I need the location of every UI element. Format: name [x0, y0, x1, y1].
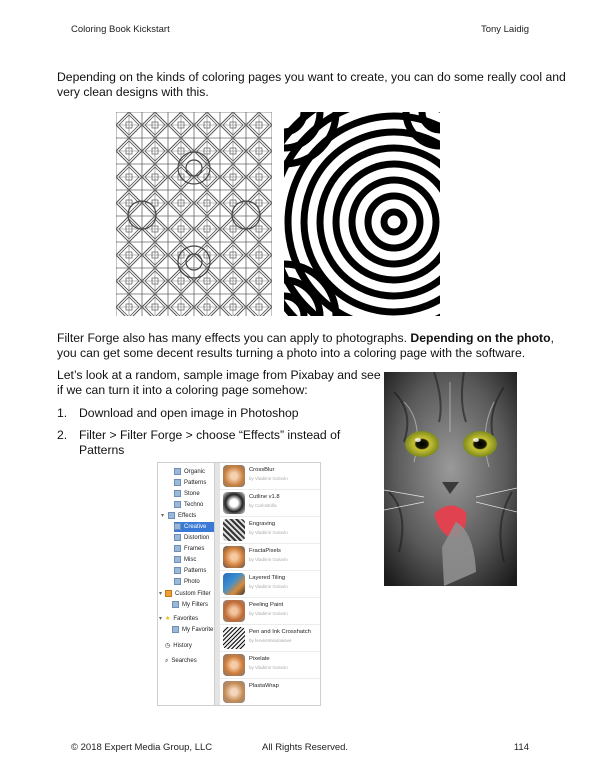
filter-author: by Vladimir Golovin: [249, 476, 288, 481]
spiral-lines-pattern-image: [284, 112, 440, 316]
search-icon: ⌕: [165, 658, 169, 664]
filter-thumbnail: [223, 492, 245, 514]
tree-item-my-filters[interactable]: My Filters: [172, 600, 208, 610]
footer-copyright: © 2018 Expert Media Group, LLC: [71, 742, 213, 753]
tree-item-distortion[interactable]: Distortion: [174, 533, 209, 543]
filter-item[interactable]: [220, 517, 320, 544]
filter-thumbnail: [223, 519, 245, 541]
filter-thumbnail: [223, 465, 245, 487]
filter-thumbnail: [223, 654, 245, 676]
footer-rights: All Rights Reserved.: [262, 742, 349, 753]
filter-item[interactable]: [220, 463, 320, 490]
folder-icon: [168, 512, 175, 519]
step-text: Download and open image in Photoshop: [79, 406, 299, 420]
tree-item-patterns[interactable]: Patterns: [174, 478, 206, 488]
filter-thumbnail: [223, 546, 245, 568]
folder-icon: [174, 468, 181, 475]
filter-thumbnail: [223, 627, 245, 649]
filter-thumbnail: [223, 681, 245, 703]
filter-author: by Vladimir Golovin: [249, 584, 288, 589]
folder-icon: [174, 523, 181, 530]
step-text: Filter > Filter Forge > choose “Effects” instead of Patterns: [79, 428, 341, 457]
tree-item-custom-filter[interactable]: Custom Filter: [165, 589, 211, 599]
intro-paragraph: [57, 70, 566, 100]
expand-arrow-icon[interactable]: ▾: [161, 513, 165, 519]
tree-item-patterns-2[interactable]: Patterns: [174, 566, 206, 576]
folder-icon: [174, 578, 181, 585]
folder-icon: [174, 534, 181, 541]
step-number: 2.: [57, 428, 68, 442]
filter-name: Engraving: [249, 521, 276, 527]
clock-icon: ◷: [165, 643, 171, 649]
folder-icon: [174, 556, 181, 563]
filter-name: Layered Tiling: [249, 575, 286, 581]
filter-thumbnail-list: [220, 463, 320, 705]
filter-name: Pen and Ink Crosshatch: [249, 629, 311, 635]
filter-author: by Vladimir Golovin: [249, 557, 288, 562]
filter-author: by ferventmindowave: [249, 638, 292, 643]
photo-effects-paragraph: [57, 331, 554, 361]
filter-item[interactable]: [220, 544, 320, 571]
filter-item[interactable]: [220, 679, 320, 706]
filter-forge-screenshot: [157, 462, 321, 706]
filter-name: Pixelate: [249, 656, 270, 662]
star-icon: ★: [165, 616, 171, 622]
sample-line-2: if we can turn it into a coloring page somehow:: [57, 383, 308, 397]
expand-arrow-icon[interactable]: ▾: [159, 616, 163, 622]
filter-item[interactable]: [220, 652, 320, 679]
filter-item[interactable]: [220, 625, 320, 652]
cat-photo: [384, 372, 517, 586]
folder-icon: [174, 545, 181, 552]
intro-line-1: Depending on the kinds of coloring pages you want to create, you can do some really cool and: [57, 70, 566, 84]
tree-item-misc[interactable]: Misc: [174, 555, 196, 565]
filter-item[interactable]: [220, 490, 320, 517]
tree-item-frames[interactable]: Frames: [174, 544, 204, 554]
folder-icon: [172, 626, 179, 633]
running-header-title: Coloring Book Kickstart: [71, 24, 170, 35]
tree-item-favorites[interactable]: ★ Favorites: [165, 616, 199, 622]
tree-item-history[interactable]: ◷ History: [165, 643, 192, 649]
folder-icon: [174, 490, 181, 497]
filter-author: by Vladimir Golovin: [249, 665, 288, 670]
filter-item[interactable]: [220, 598, 320, 625]
sample-line-1: Let’s look at a random, sample image from Pixabay and see: [57, 368, 381, 382]
tree-item-searches[interactable]: ⌕ Searches: [165, 658, 197, 664]
folder-icon: [174, 567, 181, 574]
expand-arrow-icon[interactable]: ▾: [159, 591, 163, 597]
step-number: 1.: [57, 406, 68, 420]
filter-name: PlastaWrap: [249, 683, 279, 689]
step-item: [57, 428, 347, 458]
folder-icon: [172, 601, 179, 608]
photo-effects-line-1: Filter Forge also has many effects you can apply to photographs. Depending on the photo,: [57, 331, 554, 345]
tree-item-organic[interactable]: Organic: [174, 467, 205, 477]
tree-item-effects[interactable]: Effects: [168, 511, 196, 521]
photo-effects-line-2: you can get some decent results turning a photo into a coloring page with the software.: [57, 346, 526, 360]
step-item: [57, 406, 347, 421]
folder-icon: [174, 501, 181, 508]
geometric-lattice-pattern-image: [116, 112, 272, 316]
tree-item-my-favorites[interactable]: My Favorite: [172, 625, 213, 635]
filter-category-tree: [158, 463, 214, 705]
filter-author: by Vladimir Golovin: [249, 530, 288, 535]
tree-item-techno[interactable]: Techno: [174, 500, 203, 510]
filter-name: CrossBlur: [249, 467, 275, 473]
sample-image-paragraph: [57, 368, 381, 398]
tree-item-stone[interactable]: Stone: [174, 489, 200, 499]
custom-filter-icon: [165, 590, 172, 597]
filter-name: Cutline v1.8: [249, 494, 280, 500]
filter-author: by Vladimir Golovin: [249, 611, 288, 616]
filter-name: FractaPixels: [249, 548, 281, 554]
filter-item[interactable]: [220, 571, 320, 598]
filter-author: by CarlosKilla: [249, 503, 277, 508]
steps-list: [57, 406, 347, 465]
running-header-author: Tony Laidig: [480, 24, 529, 35]
intro-line-2: very clean designs with this.: [57, 85, 209, 99]
page-number: 114: [513, 742, 529, 753]
folder-icon: [174, 479, 181, 486]
filter-name: Peeling Paint: [249, 602, 284, 608]
tree-item-creative[interactable]: Creative: [174, 522, 214, 532]
filter-thumbnail: [223, 573, 245, 595]
filter-thumbnail: [223, 600, 245, 622]
tree-item-photo[interactable]: Photo: [174, 577, 200, 587]
